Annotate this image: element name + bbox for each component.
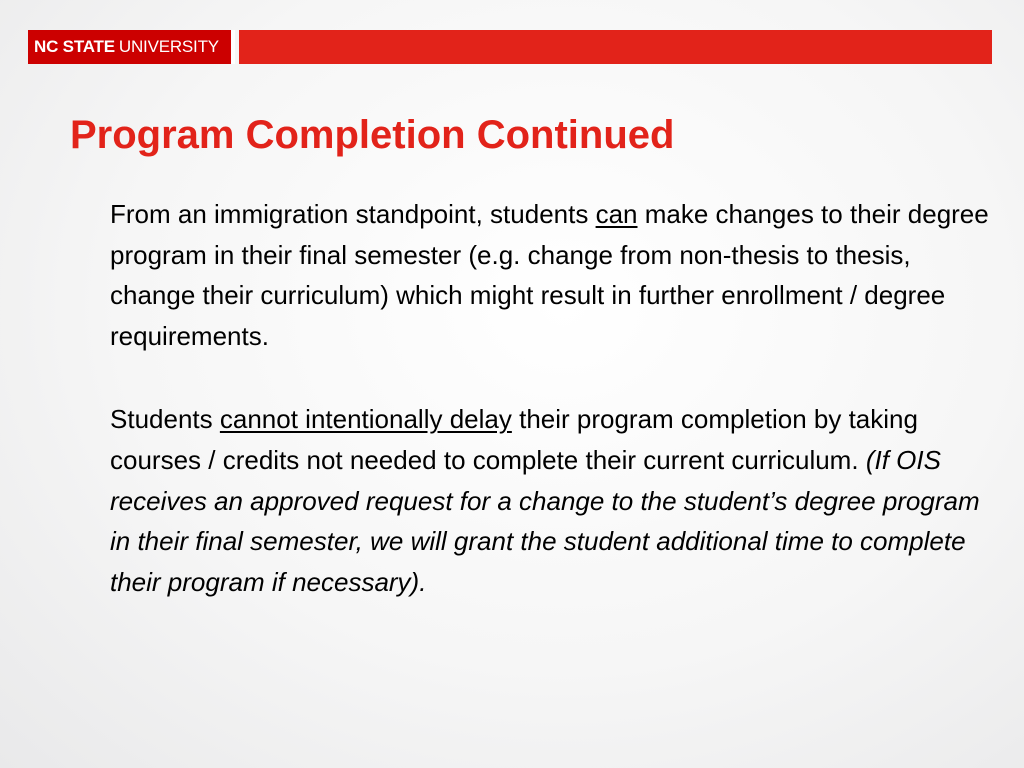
paragraph2-underlined: cannot intentionally delay [219,404,512,435]
header-bar [28,30,992,64]
paragraph2-text-before: Students [110,404,213,435]
paragraph2-italic-note: (If OIS receives an approved request for a change to the student’s degree program in their final semester, we will grant the student additional time to complete their program if necessary). [110,444,980,597]
paragraph1-text-after: make changes to their degree program in their final semester (e.g. change from non-thesis to thesis, change their curriculum) which might result in further enrollment / degree requirements. [110,199,989,351]
paragraph2-text-after: their program completion by taking courses / credits not needed to complete their current curriculum. [110,404,918,475]
paragraph1-underlined: can [595,199,638,229]
header-red-strip [239,30,992,64]
slide-body [110,194,990,602]
paragraph-no-intentional-delay [110,399,990,602]
paragraph-immigration-changes [110,194,990,356]
logo-wordmark-light: UNIVERSITY [118,37,219,56]
nc-state-logo [28,30,231,64]
logo-divider [231,30,235,64]
logo-wordmark-bold: NC STATE [34,37,115,56]
slide-title: Program Completion Continued [70,113,675,157]
paragraph1-text-before: From an immigration standpoint, students [110,199,589,229]
